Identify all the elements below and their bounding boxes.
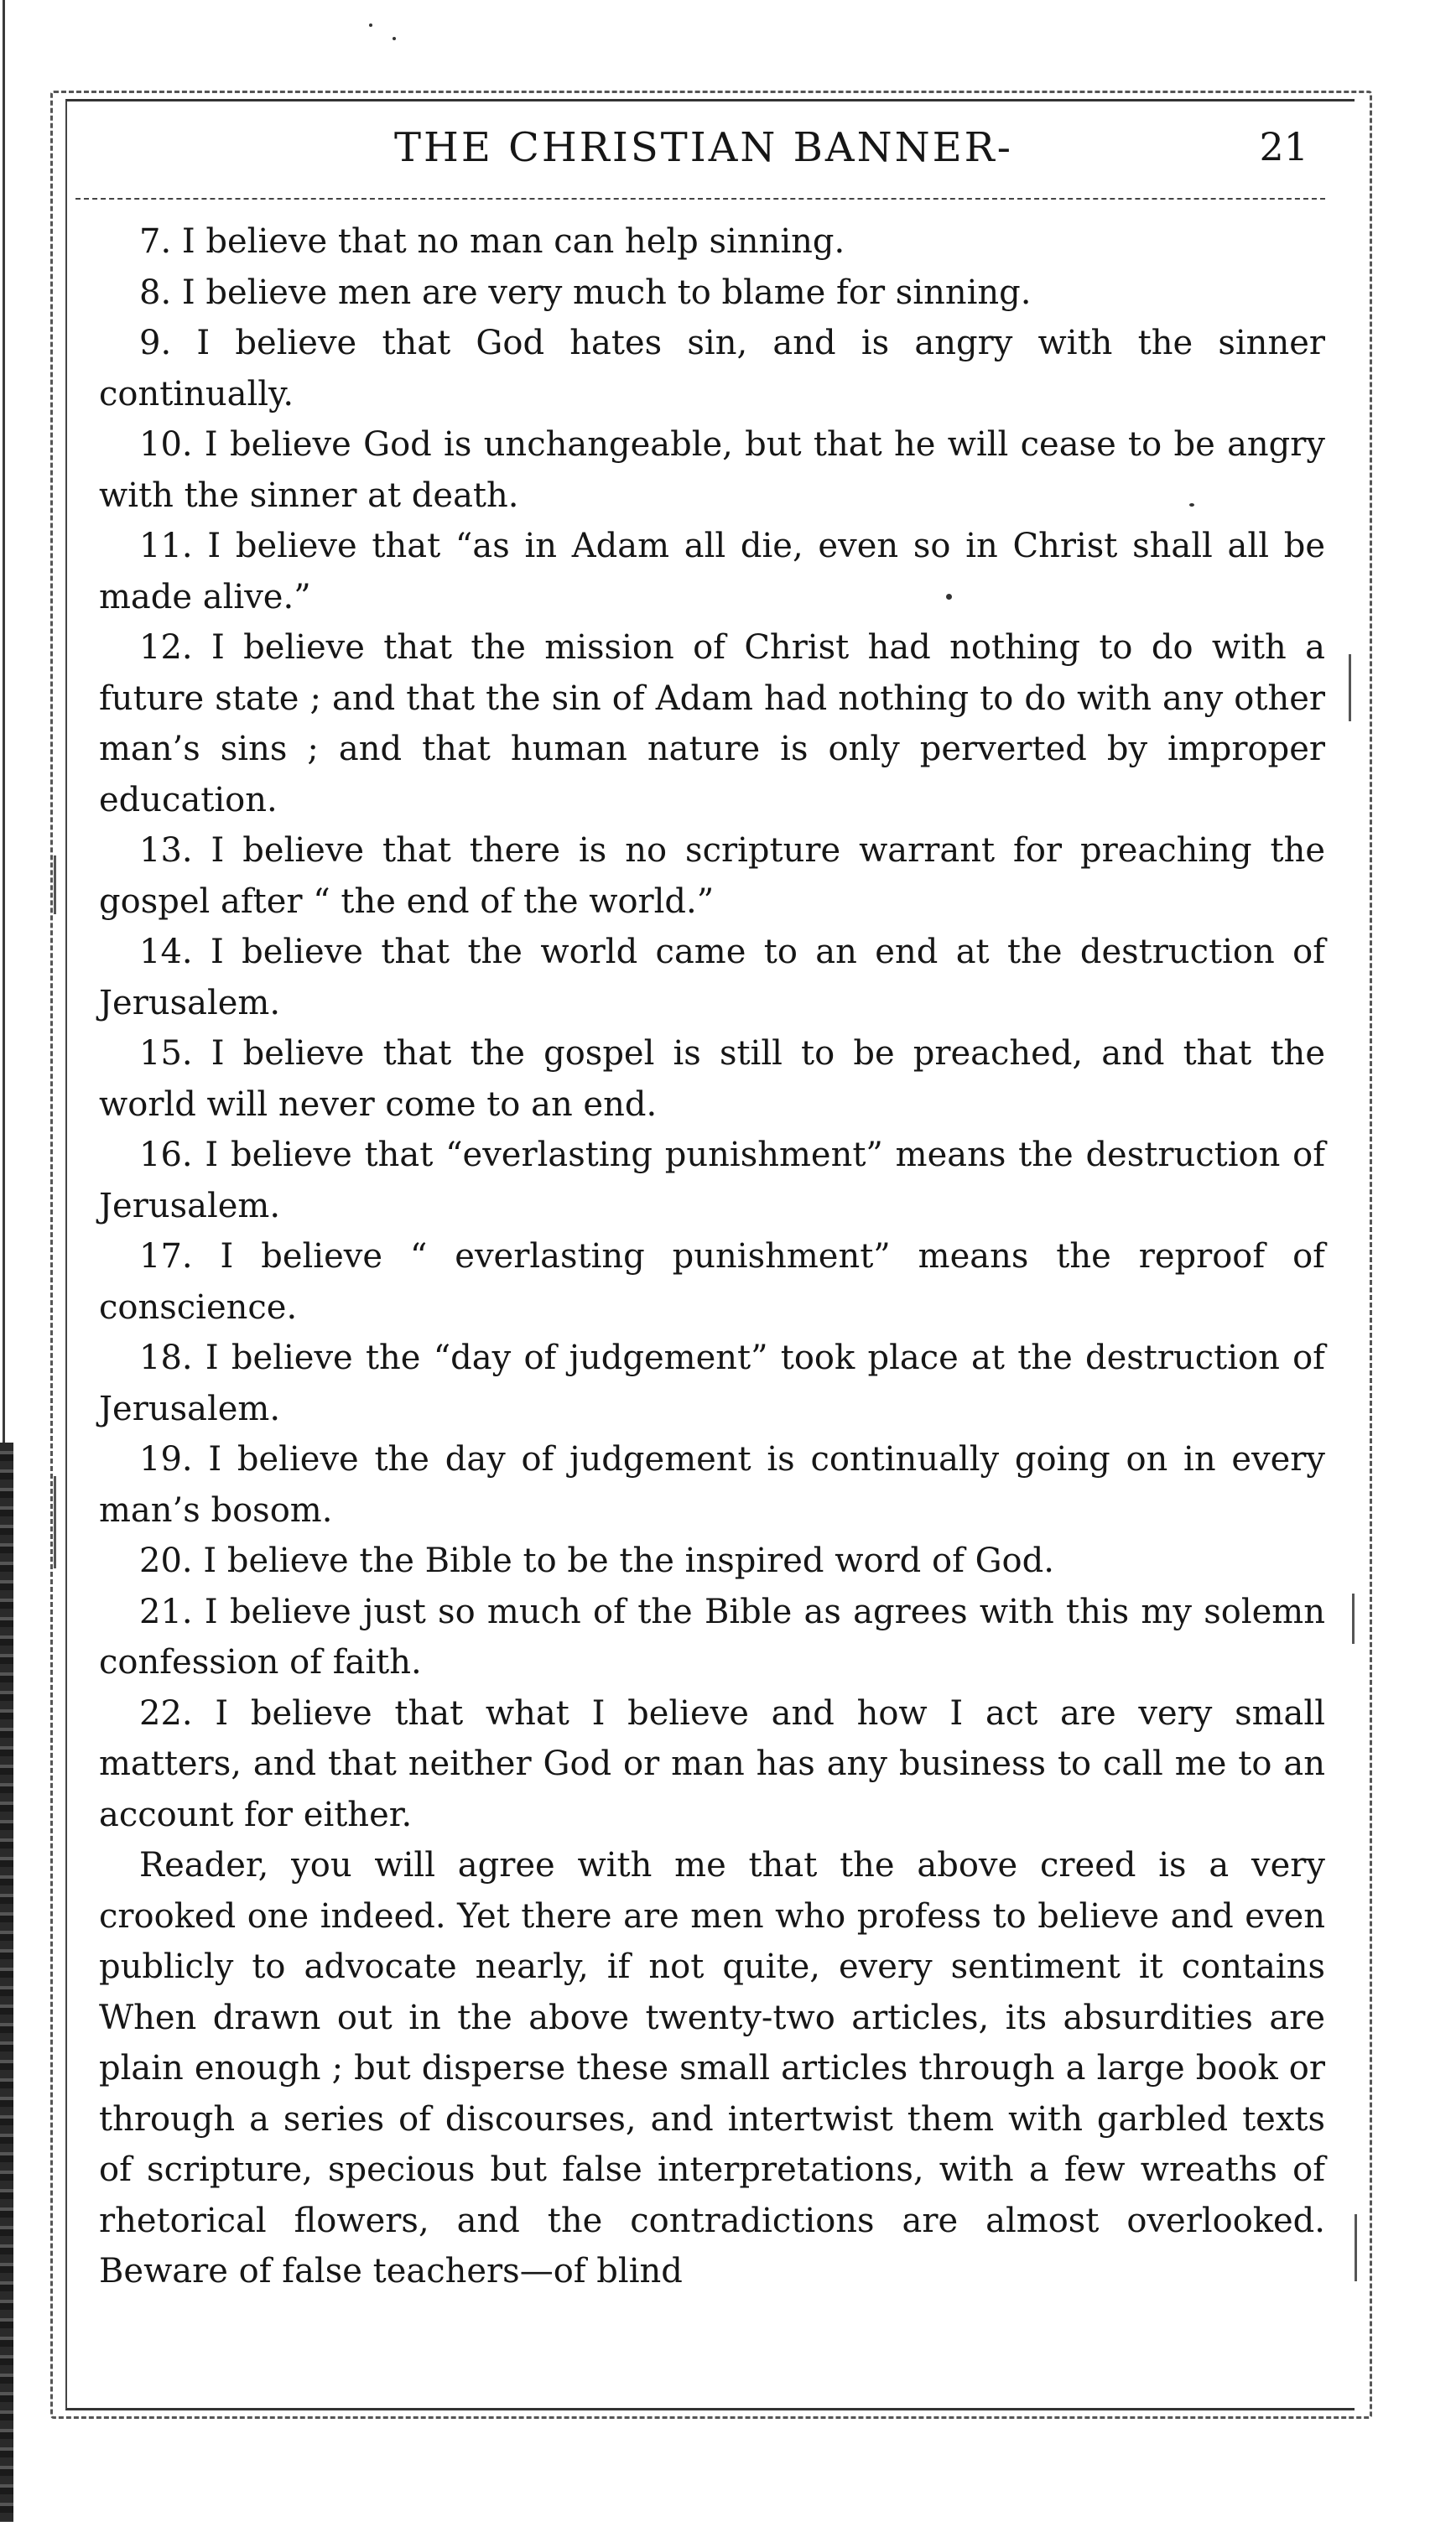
creed-item: 8. I believe men are very much to blame for sinning. (139, 273, 1032, 312)
creed-item: 21. I believe just so much of the Bible as agrees with this my solemn confession of faith. (99, 1592, 1325, 1682)
page-number: 21 (1259, 124, 1308, 169)
creed-item: 16. I believe that “everlasting punishment” means the destruction of Jerusalem. (99, 1136, 1325, 1225)
running-header (75, 117, 1342, 185)
print-speck (1189, 503, 1194, 507)
page-body (99, 216, 1325, 2297)
print-speck (393, 37, 396, 40)
margin-mark (1352, 1594, 1355, 1644)
creed-item: 17. I believe “ everlasting punishment” means the reproof of conscience. (99, 1237, 1325, 1327)
creed-item: 7. I believe that no man can help sinning. (139, 222, 845, 261)
creed-item: 22. I believe that what I believe and how I act are very small matters, and that neither God or man has any business to call me to an account for either. (99, 1693, 1325, 1834)
margin-mark (54, 855, 56, 914)
creed-item: 18. I believe the “day of judgement” took place at the destruction of Jerusalem. (99, 1339, 1325, 1428)
journal-title: THE CHRISTIAN BANNER- (394, 124, 1013, 171)
creed-item: 13. I believe that there is no scripture warrant for preaching the gospel after “ the end of the world.” (99, 831, 1325, 921)
creed-item: 20. I believe the Bible to be the inspired word of God. (139, 1542, 1054, 1580)
binding-spine (0, 1443, 13, 2522)
margin-mark (54, 1476, 56, 1568)
binding-edge-line (3, 0, 5, 1443)
creed-item: 11. I believe that “as in Adam all die, even so in Christ shall all be made alive.” (99, 527, 1325, 616)
creed-item: 19. I believe the day of judgement is continually going on in every man’s bosom. (99, 1440, 1325, 1530)
header-rule (75, 198, 1325, 200)
creed-item: 10. I believe God is unchangeable, but that he will cease to be angry with the sinner at death. (99, 425, 1325, 515)
print-speck (369, 23, 372, 27)
print-speck (946, 594, 952, 600)
closing-paragraph: Reader, you will agree with me that the above creed is a very crooked one indeed. Yet there are men who profess to believe and even publicly to advocate nearly, if not quite, every sentiment it contains When drawn out in the above twenty-two articles, its absurdities are plain enough ; but disperse these small articles through a large book or through a series of discourses, and intertwist them with garbled texts of scripture, specious but false interpretations, with a few wreaths of rhetorical flowers, and the contradictions are almost overlooked. Beware of false teachers—of blind (99, 1846, 1325, 2291)
creed-item: 9. I believe that God hates sin, and is angry with the sinner continually. (99, 324, 1325, 413)
margin-mark (1349, 654, 1351, 721)
margin-mark (1355, 2214, 1357, 2281)
creed-item: 15. I believe that the gospel is still to be preached, and that the world will never come to an end. (99, 1034, 1325, 1124)
creed-item: 12. I believe that the mission of Christ had nothing to do with a future state ; and that the sin of Adam had nothing to do with any other man’s sins ; and that human nature is only perverted by improper education. (99, 628, 1325, 819)
creed-item: 14. I believe that the world came to an end at the destruction of Jerusalem. (99, 933, 1325, 1022)
